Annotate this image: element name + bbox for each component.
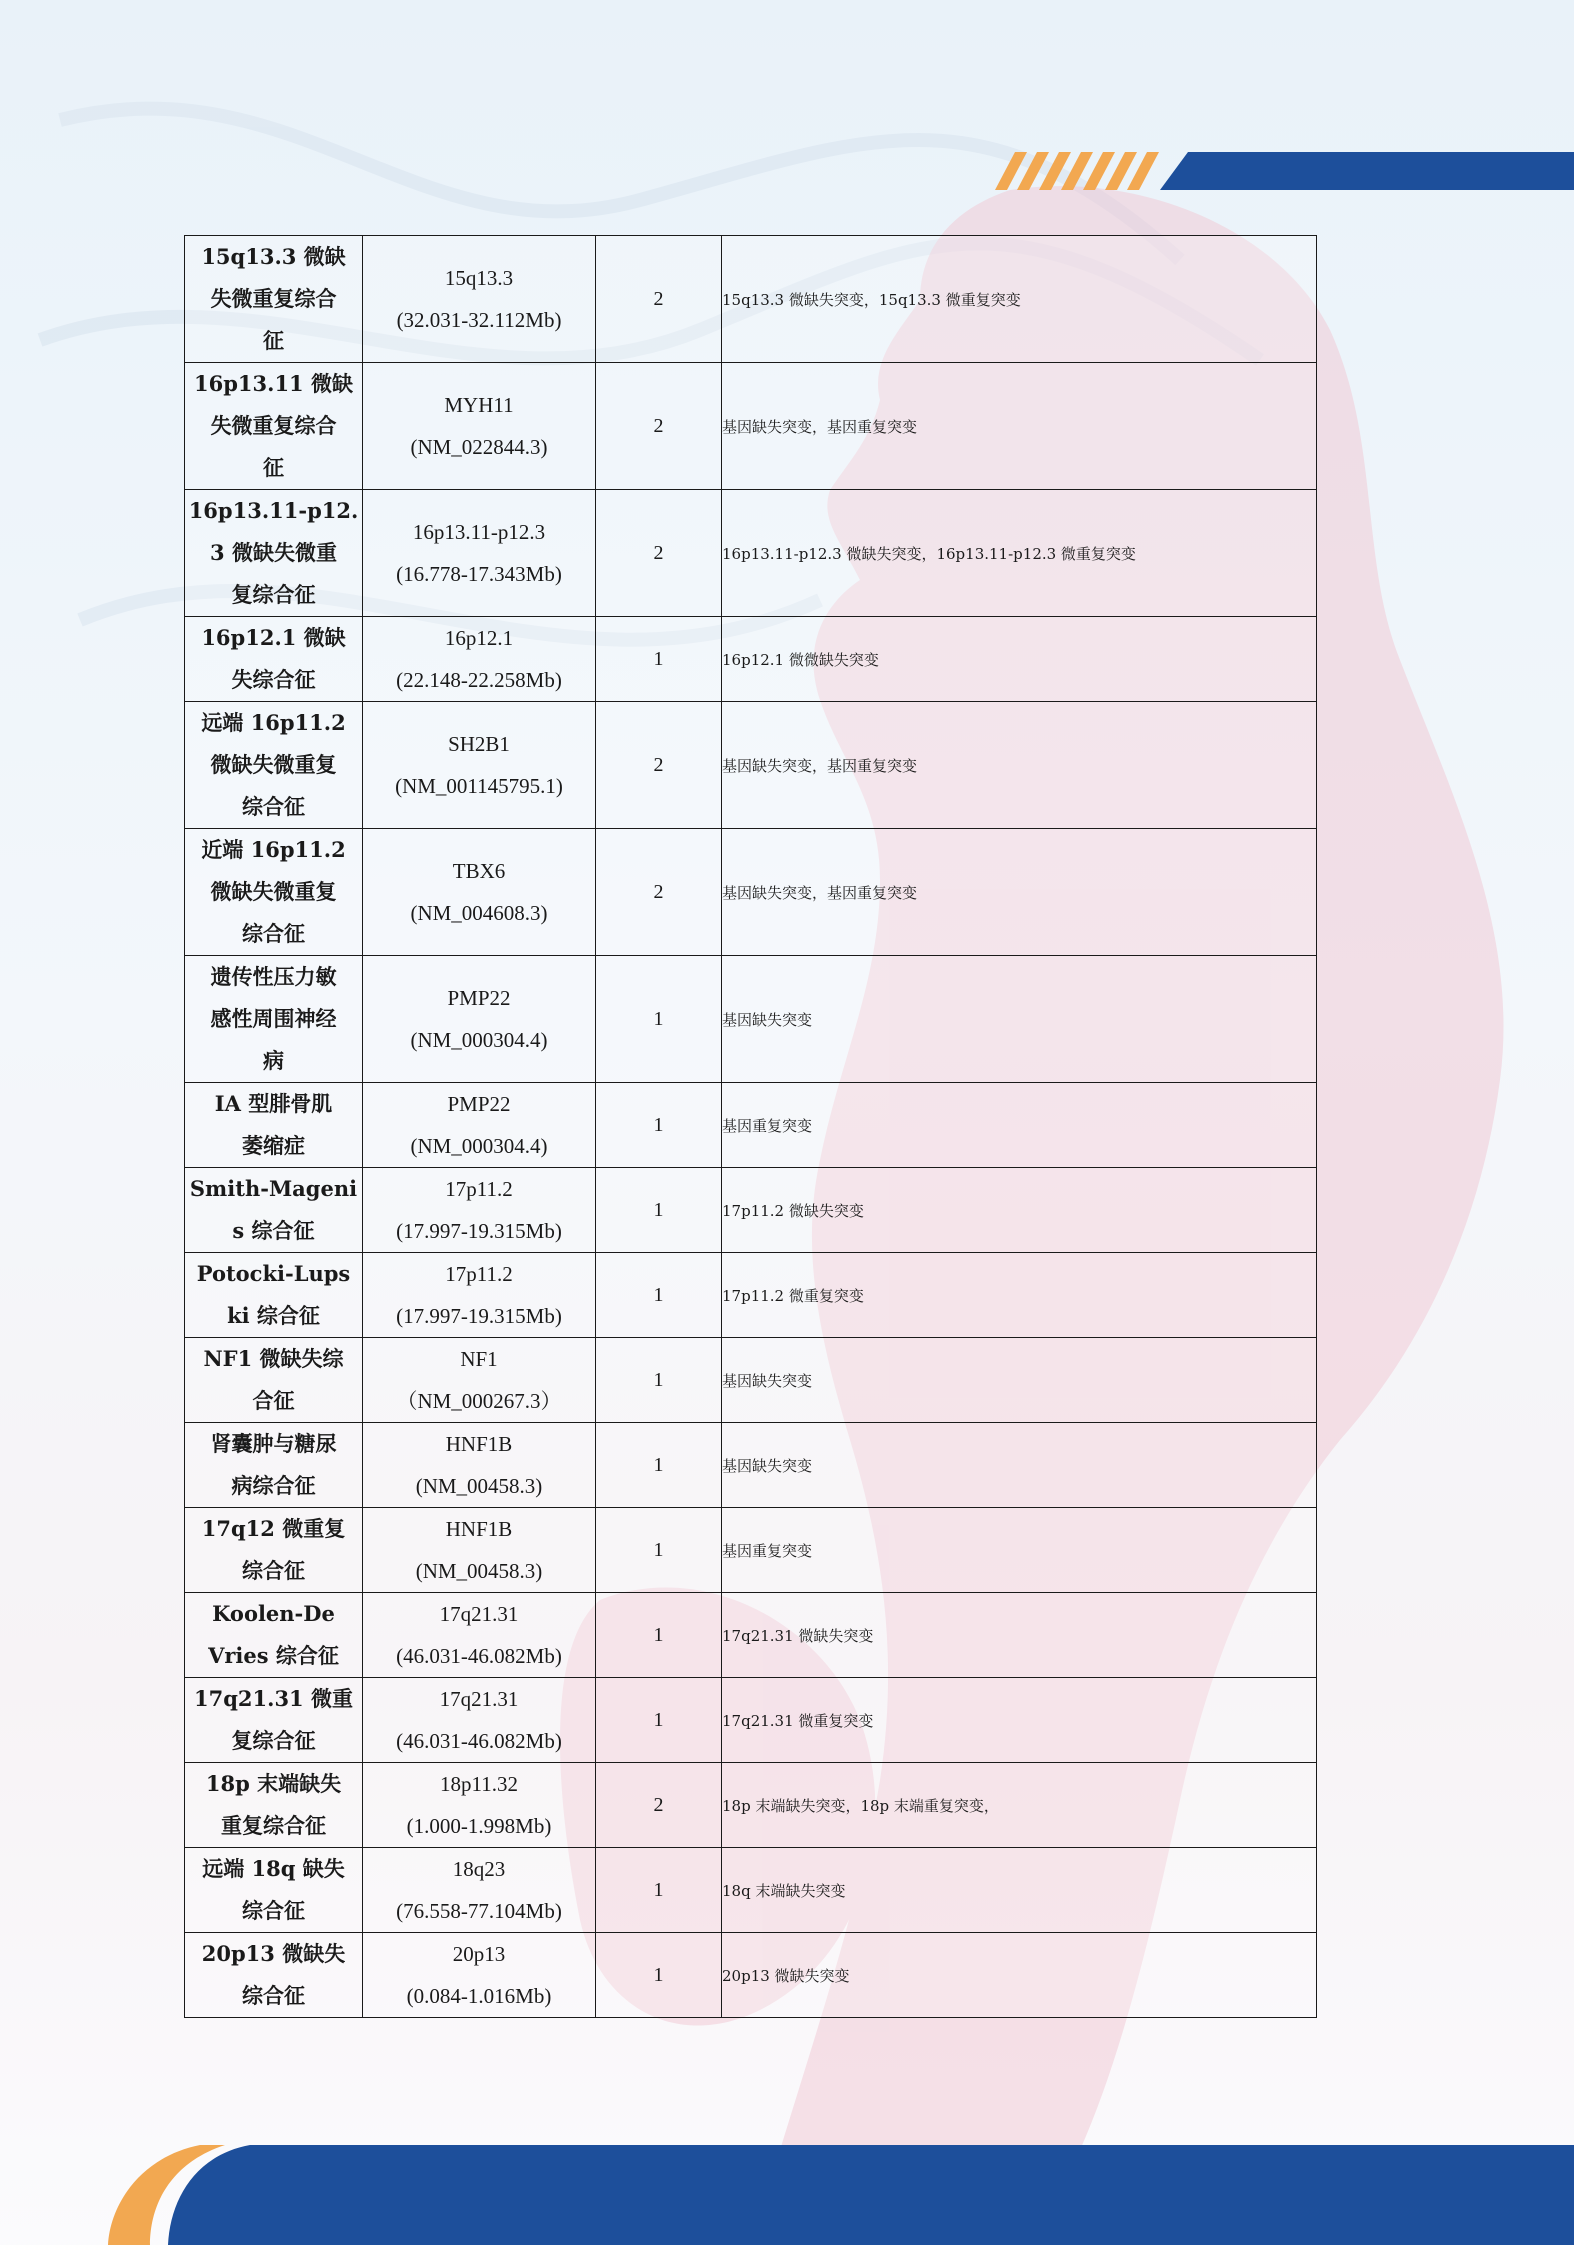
mutation-count-cell: 2 bbox=[596, 236, 722, 363]
table-row bbox=[185, 236, 1317, 363]
mutation-type-cell: 20p13 微缺失突变 bbox=[722, 1933, 1317, 2018]
syndrome-name-line: 病 bbox=[263, 1048, 284, 1073]
locus-line: (22.148-22.258Mb) bbox=[396, 668, 562, 692]
table-row bbox=[185, 829, 1317, 956]
locus-line: (NM_022844.3) bbox=[410, 435, 548, 459]
mutation-count-cell: 1 bbox=[596, 1083, 722, 1168]
mutation-type-cell: 基因重复突变 bbox=[722, 1083, 1317, 1168]
syndrome-name-line: s 综合征 bbox=[232, 1218, 315, 1243]
mutation-count-cell: 2 bbox=[596, 1763, 722, 1848]
syndrome-name-cell bbox=[185, 490, 363, 617]
locus-line: 18p11.32 bbox=[440, 1772, 518, 1796]
syndrome-name-line: Koolen-De bbox=[212, 1601, 335, 1626]
locus-line: 17q21.31 bbox=[439, 1602, 519, 1626]
mutation-count-cell: 2 bbox=[596, 490, 722, 617]
syndrome-name-line: 远端 18q 缺失 bbox=[202, 1856, 345, 1881]
syndrome-name-line: 复综合征 bbox=[231, 1728, 316, 1753]
locus-cell bbox=[363, 1933, 596, 2018]
table-row bbox=[185, 1678, 1317, 1763]
locus-line: PMP22 bbox=[447, 986, 511, 1010]
locus-line: 17q21.31 bbox=[439, 1687, 519, 1711]
locus-cell bbox=[363, 1338, 596, 1423]
mutation-count-cell: 1 bbox=[596, 956, 722, 1083]
mutation-type-cell: 基因重复突变 bbox=[722, 1508, 1317, 1593]
syndrome-name-cell bbox=[185, 956, 363, 1083]
locus-cell bbox=[363, 1508, 596, 1593]
syndrome-name-line: 微缺失微重复 bbox=[210, 879, 337, 904]
syndrome-name-cell bbox=[185, 617, 363, 702]
mutation-count-cell: 1 bbox=[596, 617, 722, 702]
syndrome-name-line: 征 bbox=[263, 455, 284, 480]
mutation-type-cell: 16p13.11-p12.3 微缺失突变，16p13.11-p12.3 微重复突变 bbox=[722, 490, 1317, 617]
locus-line: (1.000-1.998Mb) bbox=[406, 1814, 552, 1838]
locus-line: MYH11 bbox=[444, 393, 514, 417]
locus-line: (17.997-19.315Mb) bbox=[396, 1219, 562, 1243]
syndrome-name-line: Smith-Mageni bbox=[189, 1176, 358, 1201]
locus-line: HNF1B bbox=[445, 1432, 513, 1456]
locus-line: (46.031-46.082Mb) bbox=[396, 1729, 562, 1753]
locus-cell bbox=[363, 1423, 596, 1508]
locus-cell bbox=[363, 490, 596, 617]
syndrome-name-line: 近端 16p11.2 bbox=[201, 837, 346, 862]
locus-line: (16.778-17.343Mb) bbox=[396, 562, 562, 586]
syndrome-name-line: 感性周围神经 bbox=[210, 1006, 337, 1031]
syndrome-name-line: 3 微缺失微重 bbox=[210, 540, 337, 565]
mutation-type-cell: 17q21.31 微重复突变 bbox=[722, 1678, 1317, 1763]
decorative-stripes bbox=[985, 152, 1185, 190]
mutation-count-cell: 1 bbox=[596, 1423, 722, 1508]
syndrome-name-line: 征 bbox=[263, 328, 284, 353]
syndrome-name-line: 综合征 bbox=[242, 1983, 305, 2008]
locus-cell bbox=[363, 1848, 596, 1933]
syndrome-name-line: ki 综合征 bbox=[227, 1303, 320, 1328]
table-row bbox=[185, 1338, 1317, 1423]
syndrome-name-cell bbox=[185, 1678, 363, 1763]
table-row bbox=[185, 617, 1317, 702]
table-row bbox=[185, 1083, 1317, 1168]
mutation-type-cell: 18q 末端缺失突变 bbox=[722, 1848, 1317, 1933]
mutation-type-cell: 17q21.31 微缺失突变 bbox=[722, 1593, 1317, 1678]
header-accent-bar bbox=[1160, 152, 1574, 190]
mutation-type-cell: 18p 末端缺失突变，18p 末端重复突变， bbox=[722, 1763, 1317, 1848]
syndrome-name-line: 微缺失微重复 bbox=[210, 752, 337, 777]
mutation-count-cell: 1 bbox=[596, 1338, 722, 1423]
locus-line: （NM_000267.3） bbox=[396, 1389, 562, 1413]
locus-line: (NM_00458.3) bbox=[415, 1559, 543, 1583]
locus-line: (32.031-32.112Mb) bbox=[396, 308, 562, 332]
locus-line: 15q13.3 bbox=[444, 266, 514, 290]
syndrome-name-line: 肾囊肿与糖尿 bbox=[210, 1431, 337, 1456]
locus-line: (0.084-1.016Mb) bbox=[406, 1984, 552, 2008]
locus-line: HNF1B bbox=[445, 1517, 513, 1541]
table-row bbox=[185, 1933, 1317, 2018]
syndrome-name-line: 综合征 bbox=[242, 921, 305, 946]
mutation-type-cell: 17p11.2 微重复突变 bbox=[722, 1253, 1317, 1338]
locus-line: 18q23 bbox=[452, 1857, 506, 1881]
syndrome-name-line: 17q21.31 微重 bbox=[194, 1686, 353, 1711]
mutation-type-cell: 16p12.1 微微缺失突变 bbox=[722, 617, 1317, 702]
locus-line: NF1 bbox=[460, 1347, 498, 1371]
syndrome-name-line: Vries 综合征 bbox=[208, 1643, 339, 1668]
table-row bbox=[185, 1423, 1317, 1508]
syndrome-name-line: 重复综合征 bbox=[221, 1813, 326, 1838]
syndrome-name-cell bbox=[185, 1338, 363, 1423]
syndrome-name-cell bbox=[185, 1083, 363, 1168]
locus-line: 16p13.11-p12.3 bbox=[412, 520, 546, 544]
locus-line: (NM_000304.4) bbox=[410, 1028, 548, 1052]
locus-line: 20p13 bbox=[452, 1942, 506, 1966]
locus-cell bbox=[363, 1168, 596, 1253]
syndrome-name-line: 萎缩症 bbox=[242, 1133, 305, 1158]
table-row bbox=[185, 490, 1317, 617]
syndrome-name-line: 遗传性压力敏 bbox=[210, 964, 337, 989]
locus-line: (NM_001145795.1) bbox=[395, 774, 563, 798]
locus-line: SH2B1 bbox=[448, 732, 510, 756]
mutation-count-cell: 1 bbox=[596, 1508, 722, 1593]
locus-line: PMP22 bbox=[447, 1092, 511, 1116]
mutation-count-cell: 1 bbox=[596, 1593, 722, 1678]
syndrome-name-line: 复综合征 bbox=[231, 582, 316, 607]
table-row bbox=[185, 363, 1317, 490]
mutation-count-cell: 1 bbox=[596, 1168, 722, 1253]
syndrome-name-cell bbox=[185, 1168, 363, 1253]
table-row bbox=[185, 1168, 1317, 1253]
syndrome-name-line: Potocki-Lups bbox=[196, 1261, 351, 1286]
mutation-type-cell: 基因缺失突变，基因重复突变 bbox=[722, 829, 1317, 956]
table-row bbox=[185, 1763, 1317, 1848]
locus-cell bbox=[363, 1763, 596, 1848]
mutation-count-cell: 1 bbox=[596, 1678, 722, 1763]
mutation-type-cell: 17p11.2 微缺失突变 bbox=[722, 1168, 1317, 1253]
mutation-count-cell: 2 bbox=[596, 829, 722, 956]
syndrome-name-cell bbox=[185, 1593, 363, 1678]
syndrome-name-cell bbox=[185, 829, 363, 956]
gene-syndrome-table bbox=[184, 235, 1317, 2018]
locus-line: (NM_000304.4) bbox=[410, 1134, 548, 1158]
syndrome-name-line: 17q12 微重复 bbox=[201, 1516, 346, 1541]
locus-line: (46.031-46.082Mb) bbox=[396, 1644, 562, 1668]
syndrome-name-cell bbox=[185, 1933, 363, 2018]
locus-cell bbox=[363, 363, 596, 490]
locus-cell bbox=[363, 1593, 596, 1678]
syndrome-name-cell bbox=[185, 1763, 363, 1848]
locus-cell bbox=[363, 236, 596, 363]
mutation-type-cell: 基因缺失突变，基因重复突变 bbox=[722, 702, 1317, 829]
mutation-count-cell: 2 bbox=[596, 702, 722, 829]
mutation-type-cell: 基因缺失突变 bbox=[722, 956, 1317, 1083]
mutation-type-cell: 15q13.3 微缺失突变，15q13.3 微重复突变 bbox=[722, 236, 1317, 363]
syndrome-name-line: 16p13.11 微缺 bbox=[194, 371, 353, 396]
syndrome-name-line: 15q13.3 微缺 bbox=[201, 244, 346, 269]
locus-cell bbox=[363, 829, 596, 956]
locus-cell bbox=[363, 702, 596, 829]
table-row bbox=[185, 1508, 1317, 1593]
syndrome-name-cell bbox=[185, 702, 363, 829]
syndrome-name-cell bbox=[185, 1848, 363, 1933]
syndrome-name-line: 16p13.11-p12. bbox=[188, 498, 359, 523]
syndrome-name-line: 综合征 bbox=[242, 1558, 305, 1583]
mutation-count-cell: 1 bbox=[596, 1933, 722, 2018]
syndrome-name-line: 16p12.1 微缺 bbox=[201, 625, 346, 650]
syndrome-name-line: 合征 bbox=[252, 1388, 295, 1413]
table-row bbox=[185, 1848, 1317, 1933]
syndrome-name-line: 失微重复综合 bbox=[210, 286, 337, 311]
locus-line: TBX6 bbox=[452, 859, 506, 883]
locus-line: (NM_004608.3) bbox=[410, 901, 548, 925]
syndrome-name-cell bbox=[185, 236, 363, 363]
syndrome-name-line: 失微重复综合 bbox=[210, 413, 337, 438]
locus-line: 16p12.1 bbox=[444, 626, 514, 650]
syndrome-name-line: NF1 微缺失综 bbox=[203, 1346, 344, 1371]
syndrome-name-line: IA 型腓骨肌 bbox=[214, 1091, 333, 1116]
mutation-count-cell: 1 bbox=[596, 1253, 722, 1338]
mutation-type-cell: 基因缺失突变，基因重复突变 bbox=[722, 363, 1317, 490]
syndrome-name-line: 病综合征 bbox=[231, 1473, 316, 1498]
table-row bbox=[185, 702, 1317, 829]
syndrome-name-cell bbox=[185, 1253, 363, 1338]
locus-cell bbox=[363, 1678, 596, 1763]
syndrome-name-cell bbox=[185, 363, 363, 490]
locus-cell bbox=[363, 1253, 596, 1338]
syndrome-name-cell bbox=[185, 1423, 363, 1508]
table-row bbox=[185, 1593, 1317, 1678]
syndrome-name-cell bbox=[185, 1508, 363, 1593]
locus-line: (17.997-19.315Mb) bbox=[396, 1304, 562, 1328]
mutation-type-cell: 基因缺失突变 bbox=[722, 1423, 1317, 1508]
locus-cell bbox=[363, 956, 596, 1083]
footer-band bbox=[0, 2145, 1574, 2245]
syndrome-name-line: 18p 末端缺失 bbox=[205, 1771, 342, 1796]
table-row bbox=[185, 956, 1317, 1083]
locus-cell bbox=[363, 1083, 596, 1168]
mutation-type-cell: 基因缺失突变 bbox=[722, 1338, 1317, 1423]
syndrome-name-line: 远端 16p11.2 bbox=[201, 710, 346, 735]
locus-line: (NM_00458.3) bbox=[415, 1474, 543, 1498]
syndrome-name-line: 20p13 微缺失 bbox=[201, 1941, 346, 1966]
locus-cell bbox=[363, 617, 596, 702]
mutation-count-cell: 2 bbox=[596, 363, 722, 490]
syndrome-name-line: 失综合征 bbox=[231, 667, 316, 692]
locus-line: 17p11.2 bbox=[445, 1177, 513, 1201]
locus-line: 17p11.2 bbox=[445, 1262, 513, 1286]
mutation-count-cell: 1 bbox=[596, 1848, 722, 1933]
table-row bbox=[185, 1253, 1317, 1338]
syndrome-name-line: 综合征 bbox=[242, 794, 305, 819]
locus-line: (76.558-77.104Mb) bbox=[396, 1899, 562, 1923]
syndrome-name-line: 综合征 bbox=[242, 1898, 305, 1923]
